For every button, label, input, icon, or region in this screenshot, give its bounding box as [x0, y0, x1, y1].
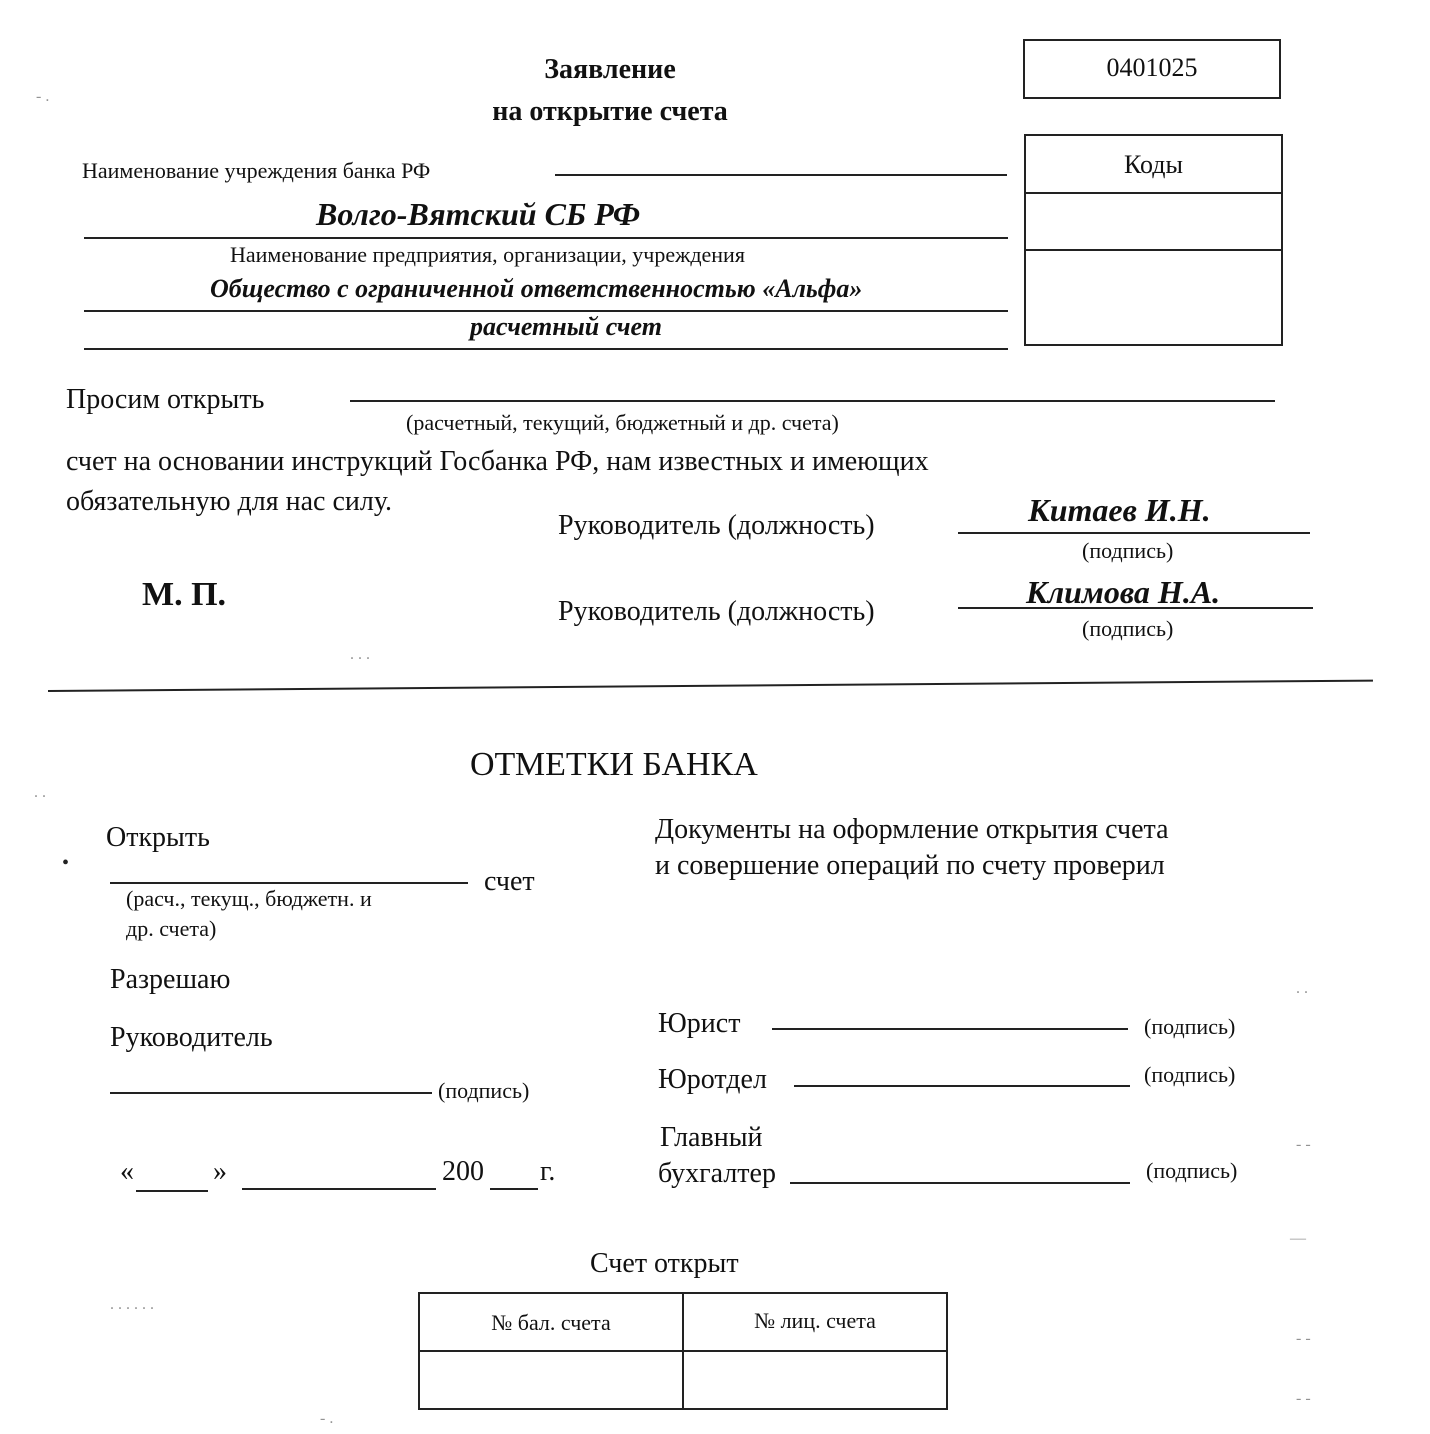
- date-day-line: [136, 1190, 208, 1192]
- lawyer-label: Юрист: [658, 1008, 741, 1039]
- head-signature-hint: (подпись): [438, 1078, 530, 1103]
- signer-1-role: Руководитель (должность): [558, 510, 875, 541]
- date-year-line: [490, 1188, 538, 1190]
- org-value: Общество с ограниченной ответственностью «Альфа»: [210, 274, 863, 303]
- date-year-suffix: г.: [540, 1156, 556, 1187]
- chief-line: [790, 1182, 1130, 1184]
- form-code: 0401025: [1106, 53, 1198, 82]
- bank-label: Наименование учреждения банка РФ: [82, 158, 431, 183]
- signer-2-name: Климова Н.А.: [1026, 574, 1221, 610]
- allow-label: Разрешаю: [110, 964, 231, 995]
- form-code-box: [1023, 39, 1281, 99]
- open-line: [110, 882, 468, 884]
- request-hint: (расчетный, текущий, бюджетный и др. счета): [406, 410, 839, 435]
- open-label: Открыть: [106, 822, 210, 853]
- chief-label-line2: бухгалтер: [658, 1158, 776, 1189]
- form-title-line2: на открытие счета: [492, 96, 728, 127]
- scan-artifact: . .: [34, 784, 46, 801]
- date-month-line: [242, 1188, 436, 1190]
- account-opened-table: [418, 1292, 948, 1410]
- stamp-label: М. П.: [142, 576, 227, 613]
- signer-2-role: Руководитель (должность): [558, 596, 875, 627]
- scan-artifact: - .: [320, 1410, 334, 1427]
- account-opened-label: Счет открыт: [590, 1248, 739, 1279]
- scan-artifact: —: [1290, 1230, 1306, 1247]
- section-separator: [48, 680, 1373, 692]
- open-suffix: счет: [484, 866, 535, 897]
- legal-dept-signature-hint: (подпись): [1144, 1062, 1236, 1087]
- body-line2: обязательную для нас силу.: [66, 486, 393, 517]
- open-hint-line2: др. счета): [126, 916, 217, 941]
- account-type-value: расчетный счет: [470, 312, 662, 341]
- signer-1-hint: (подпись): [1082, 538, 1174, 563]
- docs-line2: и совершение операций по счету проверил: [655, 850, 1165, 881]
- signer-2-hint: (подпись): [1082, 616, 1174, 641]
- date-open-quote: «: [120, 1156, 134, 1187]
- scan-artifact: . . .: [350, 646, 370, 663]
- table-header-personal: № лиц. счета: [754, 1308, 876, 1333]
- chief-label-line1: Главный: [660, 1122, 763, 1153]
- scan-artifact: - -: [1296, 1136, 1311, 1153]
- scan-artifact: . .: [1296, 980, 1308, 997]
- legal-dept-line: [794, 1085, 1130, 1087]
- bank-marks-title: ОТМЕТКИ БАНКА: [470, 746, 758, 783]
- account-type-line: [84, 348, 1008, 350]
- lawyer-signature-hint: (подпись): [1144, 1014, 1236, 1039]
- open-hint-line1: (расч., текущ., бюджетн. и: [126, 886, 372, 911]
- body-line1: счет на основании инструкций Госбанка РФ, нам известных и имеющих: [66, 446, 929, 477]
- head-label: Руководитель: [110, 1022, 273, 1053]
- request-line: [350, 400, 1275, 402]
- docs-line1: Документы на оформление открытия счета: [655, 814, 1169, 845]
- chief-signature-hint: (подпись): [1146, 1158, 1238, 1183]
- date-close-quote: »: [213, 1156, 227, 1187]
- signer-1-line: [958, 532, 1310, 534]
- codes-table: [1024, 134, 1283, 346]
- codes-divider-1: [1026, 192, 1281, 194]
- bank-value: Волго-Вятский СБ РФ: [316, 196, 641, 232]
- codes-divider-2: [1026, 249, 1281, 251]
- org-label: Наименование предприятия, организации, учреждения: [230, 242, 745, 267]
- bank-label-line: [555, 174, 1007, 176]
- request-label: Просим открыть: [66, 384, 265, 415]
- signer-1-name: Китаев И.Н.: [1028, 492, 1211, 528]
- legal-dept-label: Юротдел: [658, 1064, 767, 1095]
- scan-artifact: - .: [36, 88, 50, 105]
- table-header-balance: № бал. счета: [491, 1310, 611, 1335]
- scan-artifact: - -: [1296, 1330, 1311, 1347]
- lawyer-line: [772, 1028, 1128, 1030]
- form-title-line1: Заявление: [544, 54, 676, 85]
- bank-value-line: [84, 237, 1008, 239]
- scan-artifact: . . . . . .: [110, 1296, 154, 1313]
- date-year: 200: [442, 1156, 484, 1187]
- head-signature-line: [110, 1092, 432, 1094]
- scan-artifact: •: [62, 852, 70, 874]
- signer-2-line: [958, 607, 1313, 609]
- scan-artifact: - -: [1296, 1390, 1311, 1407]
- codes-header: Коды: [1124, 150, 1183, 179]
- table-column-divider: [682, 1294, 684, 1408]
